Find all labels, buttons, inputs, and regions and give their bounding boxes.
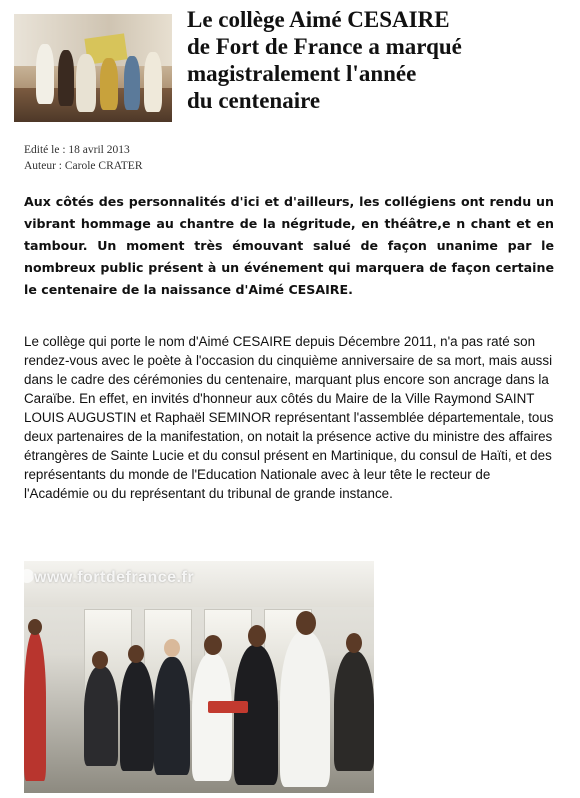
attendee-figure [154,657,190,775]
article-title [187,6,567,114]
performer-figure [124,56,140,110]
performer-figure [144,52,162,112]
title-line: Le collège Aimé CESAIRE [187,7,450,32]
attendee-head [346,633,362,653]
article-body: Le collège qui porte le nom d'Aimé CESAIRE depuis Décembre 2011, n'a pas raté son rendez-vous avec le poète à l'occasion du cinquième anniversaire de sa mort, mais aussi dans le cadre des cérémonies du centenaire, marquant plus encore son ancrage dans la Caraïbe. En effet, en invités d'honneur aux côtés du Maire de la Ville Raymond SAINT LOUIS AUGUSTIN et Raphaël SEMINOR représentant l'assemblée départementale, tous deux partenaires de la manifestation, on notait la présence active du ministre des affaires étrangères de Sainte Lucie et du consul présent en Martinique, du consul de Haïti, et des représentants du monde de l'Education Nationale avec à leur tête le recteur de l'Académie ou du représentant du tribunal de grande instance. [24,334,554,501]
attendee-figure [334,651,374,771]
attendee-head [128,645,144,663]
attendee-head [28,619,42,635]
attendee-figure [234,645,278,785]
attendee-figure [84,666,118,766]
attendee-head [296,611,316,635]
attendee-figure [24,631,46,781]
article-meta [24,142,143,174]
performer-figure [76,54,96,112]
title-line: magistralement l'année [187,61,417,86]
author: Auteur : Carole CRATER [24,160,143,172]
article-lead: Aux côtés des personnalités d'ici et d'ailleurs, les collégiens ont rendu un vibrant hommage au chantre de la négritude, en théâtre,e n chant et en tambour. Un moment très émouvant salué de façon unanime par le nombreux public présent à un événement qui marquera de façon certaine le centenaire de la naissance d'Aimé CESAIRE. [24,194,554,297]
audience-photo [24,561,374,793]
attendee-figure [280,631,330,787]
performance-photo [14,14,172,122]
performer-figure [58,50,74,106]
title-line: du centenaire [187,88,321,113]
attendee-head [164,639,180,657]
attendee-head [204,635,222,655]
performer-figure [36,44,54,104]
attendee-head [248,625,266,647]
attendee-head [92,651,108,669]
attendee-figure [120,661,154,771]
attendee-figure [192,653,232,781]
photo-watermark: www.fortdefrance.fr [34,569,195,586]
performer-figure [100,58,118,110]
title-line: de Fort de France a marqué [187,34,462,59]
edited-date: Edité le : 18 avril 2013 [24,144,130,156]
chair [208,701,248,713]
